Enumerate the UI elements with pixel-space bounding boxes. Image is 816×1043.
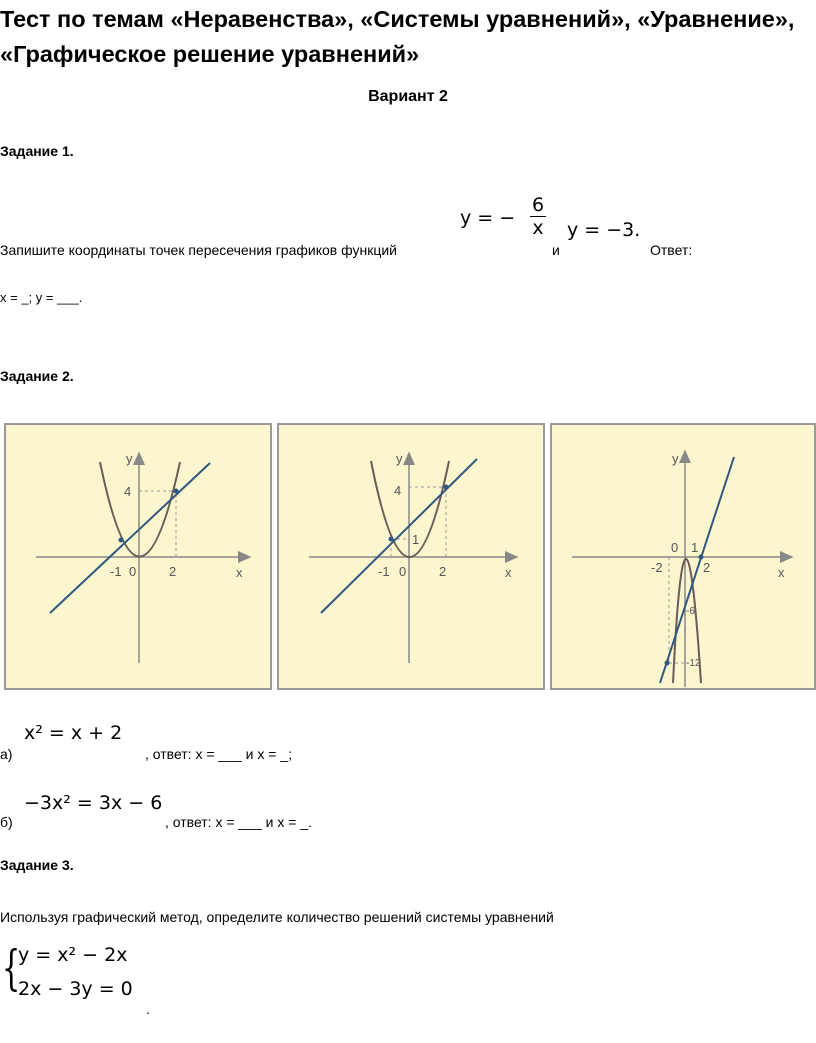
tick-0: 0: [129, 564, 137, 579]
variant-heading: Вариант 2: [368, 88, 448, 105]
graph-panel-1: [4, 423, 272, 690]
tick-minus12: -12: [686, 658, 701, 669]
graph-panel-3: [550, 423, 816, 690]
x-label: x: [236, 565, 243, 580]
task1-conjunction: и: [552, 242, 560, 258]
tick-minus2: -2: [651, 560, 663, 575]
task2-a-label: а): [0, 746, 13, 762]
tick-2: 2: [703, 560, 711, 575]
tick-minus6: -6: [686, 606, 695, 617]
tick-4: 4: [124, 484, 132, 499]
task3-dot: .: [146, 1001, 150, 1017]
f1-numerator: 6: [531, 194, 545, 216]
parabola: [100, 462, 180, 557]
task2-heading: Задание 2.: [0, 368, 74, 384]
intersection-point: [699, 555, 704, 560]
task2-b-label: б): [0, 814, 13, 830]
y-label: y: [672, 451, 679, 466]
system-brace: {: [2, 940, 21, 996]
f1-lhs: y = −: [460, 207, 516, 229]
tick-0: 0: [671, 540, 679, 555]
task2-a-equation: x² = x + 2: [24, 722, 123, 744]
intersection-point: [665, 661, 670, 666]
task1-text: Запишите координаты точек пересечения графиков функций: [0, 242, 397, 258]
tick-0: 0: [399, 564, 407, 579]
tick-1: 1: [691, 540, 699, 555]
parabola: [371, 461, 449, 557]
task3-equation-1: y = x² − 2x: [18, 944, 128, 966]
graph-1: [6, 425, 270, 688]
straight-line: [660, 457, 734, 683]
tick-4: 4: [394, 483, 402, 498]
tick-minus1: -1: [110, 564, 122, 579]
task3-text: Используя графический метод, определите количество решений системы уравнений: [0, 909, 554, 925]
task3-heading: Задание 3.: [0, 857, 74, 873]
task1-answer-label: Ответ:: [650, 242, 693, 258]
graph-2: [279, 425, 543, 688]
tick-1: 1: [412, 532, 420, 547]
intersection-point: [174, 489, 179, 494]
f1-denominator: x: [530, 216, 546, 239]
intersection-point: [119, 538, 124, 543]
task1-function-2: y = −3.: [567, 219, 641, 241]
task2-b-answer: , ответ: x = ___ и x = _.: [165, 814, 313, 830]
task1-function-1: [460, 207, 515, 229]
graph-panel-2: [277, 423, 545, 690]
tick-2: 2: [169, 564, 177, 579]
task2-a-answer: , ответ: x = ___ и x = _;: [145, 746, 293, 762]
tick-2: 2: [439, 564, 447, 579]
tick-minus1: -1: [378, 564, 390, 579]
graph-3: [552, 425, 814, 688]
y-label: y: [126, 451, 133, 466]
y-label: y: [396, 451, 403, 466]
task1-answer: x = _; y = ___.: [0, 290, 83, 305]
intersection-point: [389, 537, 394, 542]
page-title: Тест по темам «Неравенства», «Системы уравнений», «Уравнение», «Графическое решение уравнений»: [0, 6, 795, 67]
task3-equation-2: 2x − 3y = 0: [18, 978, 133, 1000]
task1-heading: Задание 1.: [0, 143, 74, 159]
intersection-point: [444, 485, 449, 490]
x-label: x: [505, 565, 512, 580]
task1-fraction: [530, 194, 546, 239]
x-label: x: [778, 565, 785, 580]
task2-b-equation: −3x² = 3x − 6: [24, 792, 163, 814]
